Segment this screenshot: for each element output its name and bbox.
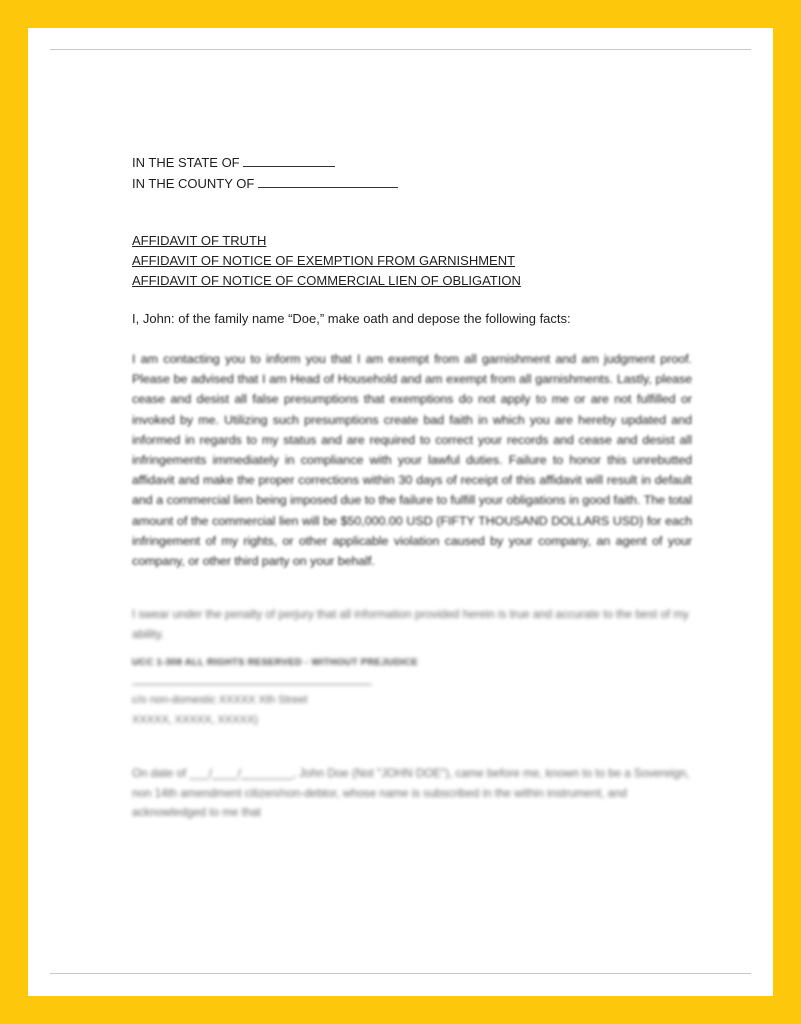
affidavit-title: AFFIDAVIT OF NOTICE OF COMMERCIAL LIEN OF OBLIGATION: [132, 273, 521, 288]
top-rule: [50, 49, 751, 50]
affidavit-titles: [132, 231, 692, 291]
affidavit-body: I am contacting you to inform you that I am exempt from all garnishment and am judgment proof. Please be advised that I am Head of Household and am exempt from all garnishments. Lastly, please cease and desist all false presumptions that exemptions do not apply to me or are not fulfilled or invoked by me. Utilizing such presumptions create bad faith in which you are hereby updated and informed in regards to my status and are required to correct your records and cease and desist all infringements immediately in compliance with your lawful duties. Failure to honor this unrebutted affidavit and make the proper corrections within 30 days of receipt of this affidavit will result in default and a commercial lien being imposed due to the failure to fulfill your obligations in good faith. The total amount of the commercial lien will be $50,000.00 USD (FIFTY THOUSAND DOLLARS USD) for each infringement of my rights, or other applicable violation caused by your company, an agent of your company, or other third party on your behalf.: [132, 352, 692, 569]
document-content: [132, 152, 692, 823]
perjury-statement: I swear under the penalty of perjury that all information provided herein is true and accurate to the best of my ability.: [132, 608, 689, 642]
county-blank: [258, 175, 398, 188]
ucc-reservation: UCC 1-308 ALL RIGHTS RESERVED - WITHOUT PREJUDICE: [132, 657, 418, 669]
jurisdiction-county: IN THE COUNTY OF: [132, 173, 692, 194]
signature-line: [132, 684, 372, 685]
state-blank: [243, 154, 335, 167]
notary-acknowledgment: On date of ___/____/________, John Doe (Not "JOHN DOE"), came before me, known to to be a Sovereign, non 14th amendment citizen/non-debtor, whose name is subscribed in the within instrument, and acknowledged to me that: [132, 767, 690, 820]
address-block: c/o non-domestic XXXXX Xth Street XXXXX, XXXXX, XXXXX): [132, 694, 308, 727]
document-page: [28, 28, 773, 996]
bottom-rule: [50, 973, 751, 974]
affidavit-title: AFFIDAVIT OF TRUTH: [132, 233, 267, 248]
affidavit-title: AFFIDAVIT OF NOTICE OF EXEMPTION FROM GARNISHMENT: [132, 253, 516, 268]
oath-statement: I, John: of the family name “Doe,” make oath and depose the following facts:: [132, 311, 571, 326]
jurisdiction-state: IN THE STATE OF: [132, 152, 692, 173]
